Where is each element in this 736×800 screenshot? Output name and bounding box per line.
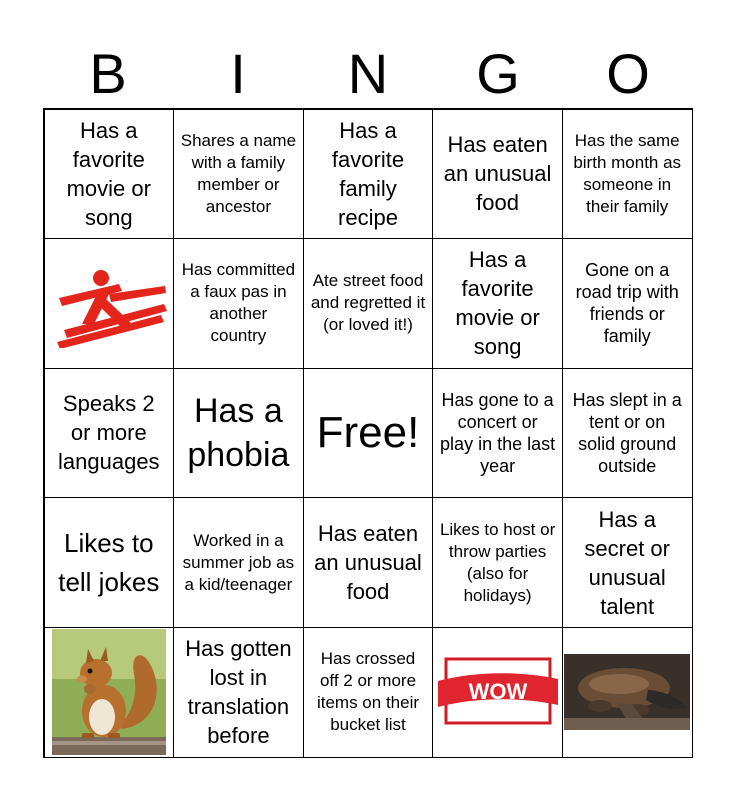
cell-text: Has gotten lost in translation before [185,636,292,749]
bingo-cell[interactable] [303,627,434,758]
bingo-cell-msf-logo[interactable] [44,238,175,369]
squirrel-photo-icon [52,629,166,755]
bingo-cell[interactable] [562,368,693,499]
cell-text: Has the same birth month as someone in their family [573,130,682,216]
cell-text: Has a favorite family recipe [331,117,405,230]
header-letter-o: O [606,42,650,105]
bingo-cell-free[interactable] [303,368,434,499]
bingo-cell[interactable] [44,109,175,240]
bingo-cell[interactable] [173,627,304,758]
platypus-photo-icon [564,654,690,730]
bingo-cell[interactable] [173,497,304,628]
bingo-cell-squirrel[interactable] [44,627,175,758]
header-letter-n: N [347,42,389,105]
cell-text: Has a phobia [187,391,290,474]
cell-text: Has eaten an unusual food [443,132,552,216]
bingo-cell[interactable] [562,497,693,628]
bingo-cell[interactable] [432,368,563,499]
free-space-text: Free! [316,407,420,457]
cell-text: Likes to tell jokes [58,527,160,597]
bingo-cell[interactable] [44,368,175,499]
header-letter-b: B [89,42,127,105]
bingo-cell[interactable] [303,238,434,369]
cell-text: Has eaten an unusual food [314,521,422,605]
cell-text: Has crossed off 2 or more items on their bucket list [316,649,420,735]
wow-logo-icon [436,657,560,727]
bingo-header [43,40,693,108]
msf-logo-icon [49,258,169,348]
cell-text: Shares a name with a family member or ancestor [180,130,297,216]
bingo-grid [43,108,693,758]
bingo-cell[interactable] [432,109,563,240]
bingo-cell[interactable] [173,238,304,369]
wow-logo-text: WOW [468,679,527,705]
cell-text: Worked in a summer job as a kid/teenager [182,530,295,594]
bingo-cell[interactable] [173,109,304,240]
bingo-cell[interactable] [562,238,693,369]
bingo-cell[interactable] [432,238,563,369]
header-letter-i: I [230,42,246,105]
bingo-cell[interactable] [562,109,693,240]
bingo-cell-wow-logo[interactable] [432,627,563,758]
cell-text: Has a secret or unusual talent [584,506,670,619]
cell-text: Has gone to a concert or play in the last year [440,389,556,476]
bingo-cell[interactable] [44,497,175,628]
cell-text: Has slept in a tent or on solid ground outside [572,389,682,476]
cell-text: Speaks 2 or more languages [58,391,160,475]
bingo-cell[interactable] [303,497,434,628]
cell-text: Likes to host or throw parties (also for holidays) [439,519,556,605]
cell-text: Has a favorite movie or song [455,247,540,360]
cell-text: Has committed a faux pas in another country [181,260,296,346]
cell-text: Has a favorite movie or song [66,117,151,230]
header-letter-g: G [476,42,520,105]
cell-text: Ate street food and regretted it (or loved it!) [310,271,426,335]
cell-text: Gone on a road trip with friends or family [575,260,679,347]
bingo-cell[interactable] [303,109,434,240]
bingo-cell[interactable] [173,368,304,499]
bingo-cell[interactable] [432,497,563,628]
bingo-cell-platypus[interactable] [562,627,693,758]
